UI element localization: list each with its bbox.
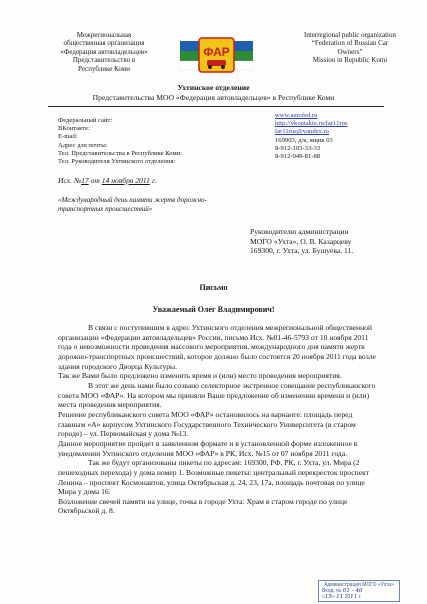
ref-prefix: Исх. № [58,176,82,185]
body-paragraph: Решение республиканского совета МОО «ФАР» остановилось на варианте: площадь перед главным «А» корпусом Ухтинского Государственного Технического Университета (в старом городе) – ул. Первомайская у дома №13. [58,409,356,439]
ref-date: 14 ноября 2011 [101,176,150,185]
addressee-line: Руководителю администрации [250,227,349,236]
email-link[interactable]: far11rus@yandex.ru [275,128,329,136]
body-paragraph: В связи с поступившим в адрес Ухтинского отделения межрегиональной общественной организации «Федерации автовладельцев» России, письмо Исх. №01-46-5793 от 10 ноября 2011 года о невозможности проведения массового мероприятия, международного дня памяти жертв дорожно-транспортных происшествий, которое должно было состоятся 20 ноября 2011 года возле здания городского Дворца Культуры. [58,323,376,371]
website-link[interactable]: www.autofed.ru [275,112,318,119]
ref-suffix: г. [149,176,157,185]
letter-body [58,323,378,516]
contact-labels [58,117,182,166]
logo-text: ФАР [203,45,230,59]
addressee-line: МОГО «Ухта», О. В. Казарцеву [250,236,352,246]
salutation: Уважаемый Олег Владимирович! [152,305,275,314]
header-right-line: Mission in Republic Komi [312,56,388,65]
head-phone: 8-912-949-81-88 [275,153,321,161]
postal-address: 169903, д/к, ящик 03 [275,136,333,144]
event-motto: «Международный день памяти жертв дорожно-транспортных происшествий» [58,196,207,214]
header-right-line: “Federation of Russian Car [311,39,389,48]
body-paragraph: Возложение свечей памяти на улице, точка в городе Ухта: Храм в старом городе по улице Октябрьской д. 8. [58,496,348,516]
stamp-year: 11 [350,594,358,600]
header-left-line: Республике Коми [78,64,130,73]
header-left-line: Представительство в [72,56,136,65]
body-paragraph: В этот же день нами было созвано селекторное экстренное совещание республиканского совета МОО «ФАР». На котором мы приняли Ваше предложение об изменении времени и (или) места проведения мероприятия. [58,380,376,410]
office-title: Представительства МОО «Федерация автовладельцев» в Республике Коми [92,93,335,102]
addressee-line: 169300, г. Ухта, ул. Бушуева, 11. [250,246,354,256]
ref-number: 17 [81,176,89,185]
contact-label: Тел. Представительства в Республике Коми: [58,149,183,157]
stamp-org: Администрация МОГО «Ухта» [324,582,394,588]
header-left-line: Межрегиональная [76,31,132,39]
contact-label: E-mail: [58,133,78,141]
stamp-in-number: 01 - 46 [342,588,363,594]
incoming-stamp [318,580,400,602]
far-logo-icon [180,37,253,74]
body-paragraph: Так же Вами было предложено изменить время и (или) место проведения мероприятия. [58,371,342,381]
contact-label: Федеральный сайт: [58,117,113,124]
header-right-org [287,31,413,65]
vkontakte-link[interactable]: http://vkontakte.ru/far11rus [275,120,348,128]
far-logo [180,37,253,74]
letter-title: Письмо [199,283,228,292]
stamp-in-label: Вход. № [322,588,342,594]
contact-label: ВКонтакте: [58,125,90,133]
ref-from: от [88,176,102,185]
outgoing-reference [58,176,157,185]
branch-title: Ухтинское отделение [177,83,250,92]
header-divider [48,106,384,107]
contact-label: Тел. Руководителя Ухтинского отделения: [58,158,176,166]
header-left-line: общественная организация [63,39,145,48]
header-right-line: Interregional public organization [303,31,396,39]
body-paragraph: Данное мероприятие пройдет в заявленном формате и в установленной форме изложенное в уведомлении Ухтинского отделения МОО «ФАР» в РК, Исх. №15 от 07 ноября 2011 года. [58,438,358,458]
stamp-day: 15 [324,594,332,600]
contact-values [275,112,347,161]
body-paragraph: Так же будут организованы пикеты по адресам: 169300, РФ, РК, г. Ухта, ул. Мира (2 пешеходных перехода) у дома номер 1. Возможные пикеты: центральный перекресток проспект Ленина – проспект Космонавтов, улица Октябрьская д. 24, 23, 17а, площадь почтовая по улице Мира у дома 16. [58,458,370,497]
header-right-line: Owners” [337,47,363,56]
stamp-date-row: «15» 11 2011 г. [322,594,362,600]
office-phone: 8-912-103-33-33 [275,144,321,152]
contact-label: Адрес для почты: [58,141,108,149]
header-left-line: «Федерация автовладельцев» [60,47,148,56]
stamp-month: 11 [336,594,344,600]
header-left-org [34,31,174,73]
addressee-block [250,227,353,256]
